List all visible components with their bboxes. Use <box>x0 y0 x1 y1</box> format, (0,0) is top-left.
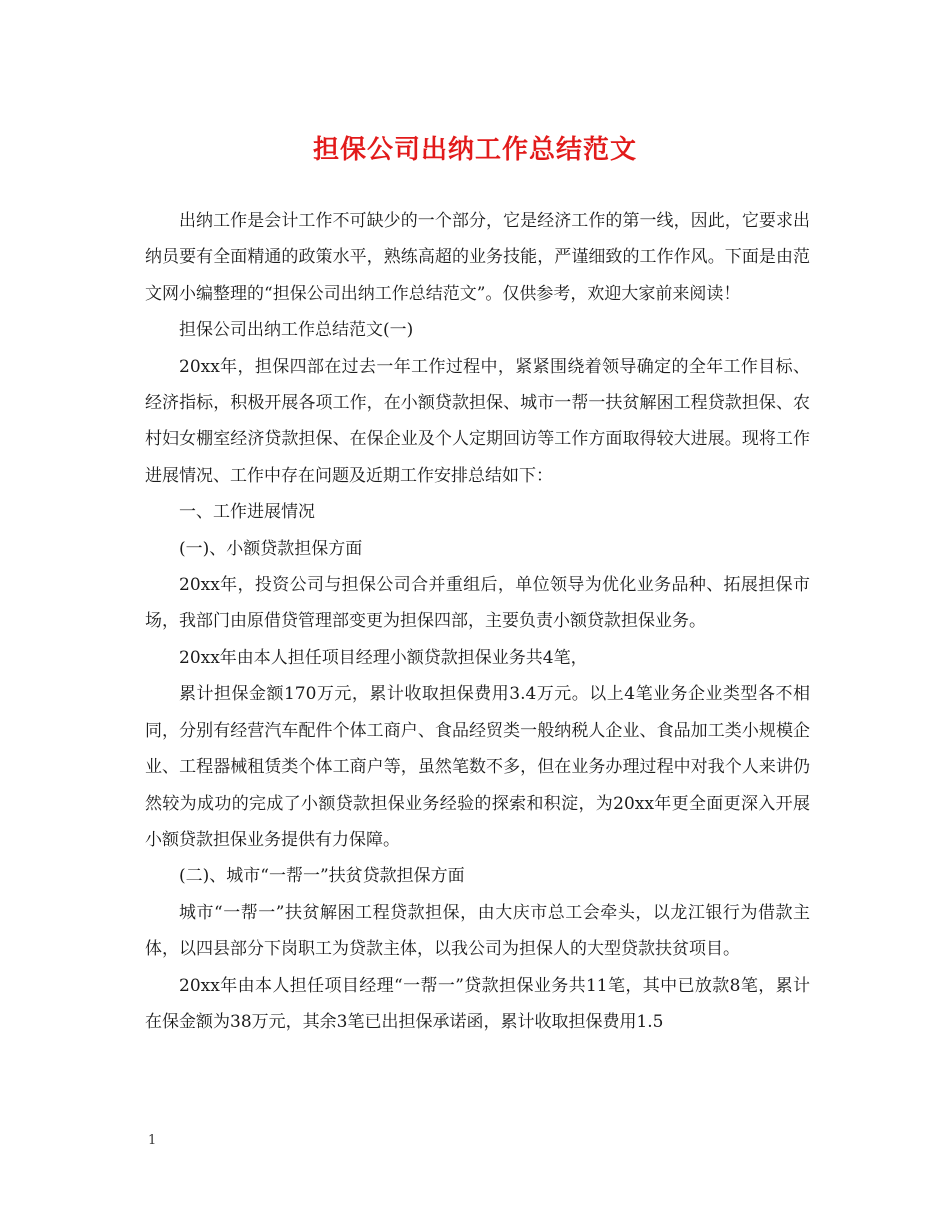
paragraph-overview: 20xx年，担保四部在过去一年工作过程中，紧紧围绕着领导确定的全年工作目标、经济指标，积极开展各项工作，在小额贷款担保、城市一帮一扶贫解困工程贷款担保、农村妇女棚室经济贷款担保、在保企业及个人定期回访等工作方面取得较大进展。现将工作进展情况、工作中存在问题及近期工作安排总结如下： <box>145 356 810 486</box>
paragraph-section-heading: 担保公司出纳工作总结范文(一) <box>179 320 414 341</box>
paragraph-subheading-one-help-one: (二)、城市“一帮一”扶贫贷款担保方面 <box>179 866 465 887</box>
document-title: 担保公司出纳工作总结范文 <box>312 135 637 165</box>
paragraph-one-help-one-desc: 城市“一帮一”扶贫解困工程贷款担保，由大庆市总工会牵头，以龙江银行为借款主体，以四县部分下岗职工为贷款主体，以我公司为担保人的大型贷款扶贫项目。 <box>145 902 810 960</box>
paragraph-guarantee-amount: 累计担保金额170万元，累计收取担保费用3.4万元。以上4笔业务企业类型各不相同，分别有经营汽车配件个体工商户、食品经贸类一般纳税人企业、食品加工类小规模企业、工程器械租赁类个体工商户等，虽然笔数不多，但在业务办理过程中对我个人来讲仍然较为成功的完成了小额贷款担保业务经验的探索和积淀，为20xx年更全面更深入开展小额贷款担保业务提供有力保障。 <box>145 684 810 850</box>
document-body <box>145 203 810 1040</box>
paragraph-one-help-one-count: 20xx年由本人担任项目经理“一帮一”贷款担保业务共11笔，其中已放款8笔，累计在保金额为38万元，其余3笔已出担保承诺函，累计收取担保费用1.5 <box>145 975 810 1032</box>
paragraph-intro: 出纳工作是会计工作不可缺少的一个部分，它是经济工作的第一线，因此，它要求出纳员要有全面精通的政策水平，熟练高超的业务技能，严谨细致的工作作风。下面是由范文网小编整理的“担保公司出纳工作总结范文”。仅供参考，欢迎大家前来阅读！ <box>145 211 810 304</box>
paragraph-merger: 20xx年，投资公司与担保公司合并重组后，单位领导为优化业务品种、拓展担保市场，我部门由原借贷管理部变更为担保四部，主要负责小额贷款担保业务。 <box>145 575 810 632</box>
paragraph-subheading-small-loan: (一)、小额贷款担保方面 <box>179 538 363 559</box>
page-number: 1 <box>148 1133 157 1148</box>
paragraph-heading-progress: 一、工作进展情况 <box>179 502 315 523</box>
paragraph-project-count: 20xx年由本人担任项目经理小额贷款担保业务共4笔， <box>179 647 588 668</box>
